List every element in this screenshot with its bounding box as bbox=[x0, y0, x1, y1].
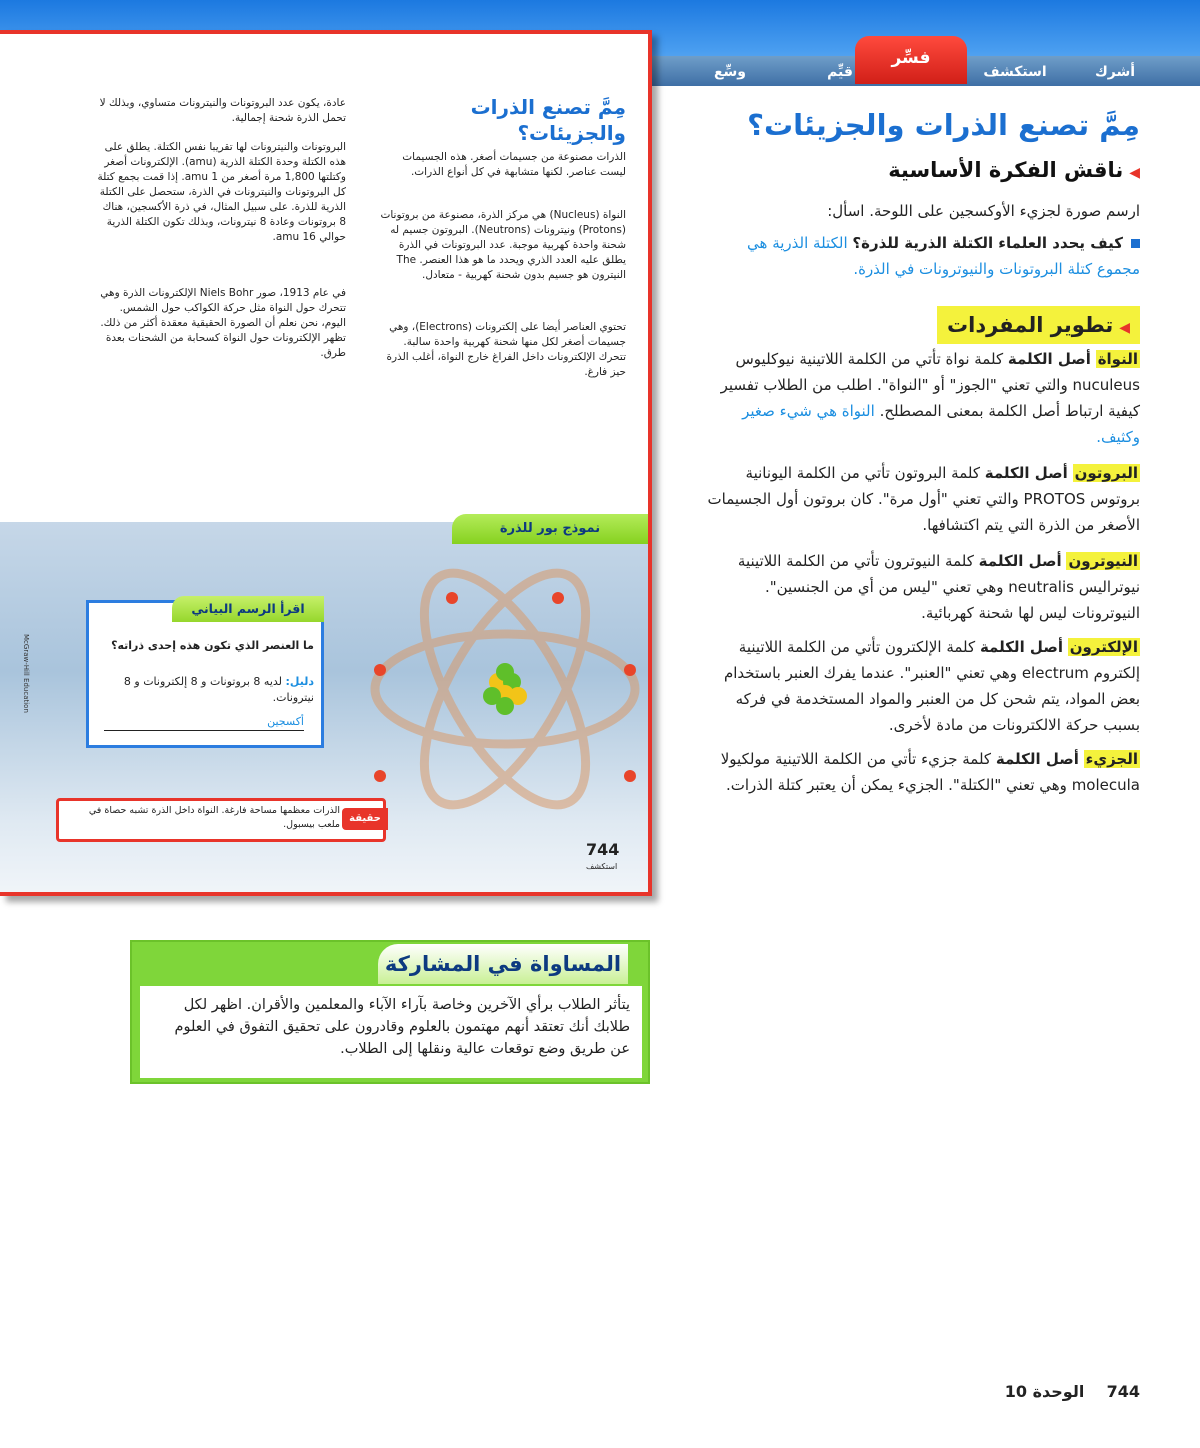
tab-engage[interactable]: أشرك bbox=[1094, 64, 1136, 80]
vocab-heading-text: تطوير المفردات bbox=[947, 313, 1114, 337]
vocab-term: البروتون bbox=[1074, 464, 1138, 482]
thumb-paragraph: البروتونات والنيترونات لها تقريبا نفس الكتلة. يطلق على هذه الكتلة وحدة الكتلة الذرية (amu). الإلكترونات أصغر وكتلتها 1,800 مرة أصغر من 1 amu. إذا قمت بجمع كتلة كل البروتونات والنيترونات في الذرة، ستحصل على الكتلة الذرية للذرة. على سبيل المثال، في ذرة الأكسجين، هناك 8 بروتونات وعادة 8 نيترونات، وبذلك تكون الكتلة الذرية حوالي 16 amu. bbox=[97, 141, 346, 243]
vocab-text: كلمة الإلكترون تأتي من الكلمة اللاتينية إلكتروم electrum وهي تعني "العنبر". عندما يفرك العنبر باستخدام بعض المواد، يتم شحن كل من العنبر والمواد المستخدمة في فركه بسبب حركة الالكترونات من مادة لأخرى. bbox=[723, 638, 1140, 734]
thumb-paragraph: الذرات مصنوعة من جسيمات أصغر. هذه الجسيمات ليست عناصر. لكنها متشابهة في كل أنواع الذرات. bbox=[402, 151, 626, 178]
graph-question: ما العنصر الذي تكون هذه إحدى ذراته؟ bbox=[111, 639, 314, 652]
graph-answer: أكسجين bbox=[104, 714, 304, 731]
thumb-heading: مِمَّ تصنع الذرات والجزيئات؟ bbox=[470, 95, 626, 145]
question-text: كيف يحدد العلماء الكتلة الذرية للذرة؟ bbox=[852, 234, 1123, 252]
main-title: مِمَّ تصنع الذرات والجزيئات؟ bbox=[747, 108, 1140, 142]
fact-tag: حقيقة bbox=[342, 808, 388, 830]
vocab-origin: أصل الكلمة bbox=[995, 750, 1079, 768]
vocab-origin: أصل الكلمة bbox=[1007, 350, 1091, 368]
footer-unit: الوحدة 10 bbox=[1004, 1382, 1085, 1401]
electron bbox=[374, 770, 386, 782]
equity-box bbox=[130, 940, 650, 1084]
graph-hint-label: دليل: bbox=[285, 675, 314, 688]
vocab-term: الإلكترون bbox=[1069, 638, 1138, 656]
footer-page-number: 744 bbox=[1106, 1382, 1140, 1401]
fact-text: الذرات معظمها مساحة فارغة. النواة داخل الذرة تشبه حصاة في ملعب بيسبول. bbox=[88, 805, 340, 830]
vocab-origin: أصل الكلمة bbox=[979, 638, 1063, 656]
vocab-heading bbox=[937, 306, 1140, 344]
vocab-answer: النواة هي شيء صغير وكثيف. bbox=[742, 402, 1140, 446]
tab-extend[interactable]: وسِّع bbox=[713, 64, 747, 80]
electron bbox=[374, 664, 386, 676]
graph-hint-text: لديه 8 بروتونات و 8 إلكترونات و 8 نيترونات. bbox=[123, 675, 314, 704]
vocab-term: النواة bbox=[1097, 350, 1138, 368]
discuss-heading-text: ناقش الفكرة الأساسية bbox=[888, 158, 1124, 182]
equity-text: يتأثر الطلاب برأي الآخرين وخاصة بآراء الآباء والمعلمين والأقران. اظهر لكل طلابك أنك تعتقد أنهم مهتمون بالعلوم وقادرون على تحقيق التفوق في العلوم عن طريق وضع توقعات عالية ونقلها إلى الطلاب. bbox=[140, 986, 642, 1078]
vocab-item-neutron bbox=[700, 548, 1140, 626]
thumb-page-label: استكشف bbox=[586, 862, 618, 871]
bohr-atom-diagram bbox=[360, 554, 650, 834]
read-graph-title: اقرأ الرسم البياني bbox=[172, 596, 324, 622]
vocab-item-electron bbox=[700, 634, 1140, 738]
nucleus bbox=[483, 663, 527, 715]
vocab-text: كلمة نواة تأتي من الكلمة اللاتينية نيوكليوس nuculeus والتي تعني "الجوز" أو "النواة". اطلب من الطلاب تفسير كيفية ارتباط أصل الكلمة بمعنى المصطلح. bbox=[720, 350, 1140, 420]
vocab-text: كلمة جزيء تأتي من الكلمة اللاتينية مولكيولا molecula وهي تعني "الكتلة". الجزيء يمكن أن يعتبر كتلة الذرات. bbox=[720, 750, 1140, 794]
vocab-item-molecule bbox=[700, 746, 1140, 798]
equity-title: المساواة في المشاركة bbox=[378, 944, 628, 984]
triangle-icon: ◀ bbox=[1119, 320, 1130, 336]
question-block bbox=[700, 230, 1140, 282]
page-footer bbox=[1005, 1382, 1140, 1401]
student-page-thumbnail bbox=[0, 30, 652, 896]
bohr-model-label: نموذج بور للذرة bbox=[452, 514, 648, 544]
vocab-term: الجزيء bbox=[1085, 750, 1138, 768]
electron bbox=[446, 592, 458, 604]
discuss-text: ارسم صورة لجزيء الأوكسجين على اللوحة. اسأل: bbox=[827, 202, 1140, 220]
electron bbox=[624, 664, 636, 676]
electron bbox=[624, 770, 636, 782]
vocab-origin: أصل الكلمة bbox=[978, 552, 1062, 570]
bullet-icon bbox=[1131, 239, 1140, 248]
vocab-item-proton bbox=[700, 460, 1140, 538]
triangle-icon: ◀ bbox=[1129, 165, 1140, 181]
vocab-term: النيوترون bbox=[1068, 552, 1138, 570]
graph-hint bbox=[96, 674, 314, 706]
electron bbox=[552, 592, 564, 604]
tab-explain-active[interactable]: فسِّر bbox=[855, 36, 967, 84]
vocab-origin: أصل الكلمة bbox=[984, 464, 1068, 482]
thumb-credit: McGraw-Hill Education bbox=[22, 634, 30, 713]
thumb-paragraph: النواة (Nucleus) هي مركز الذرة، مصنوعة من بروتونات (Protons) ونيترونات (Neutrons). البروتون جسيم له شحنة واحدة كهربية موجبة. عدد البروتونات في الذرة يطلق عليه العدد الذري ويحدد ما هو هذا العنصر. The النيترون هو جسيم بدون شحنة كهربية - متعادل. bbox=[380, 209, 626, 281]
discuss-heading bbox=[888, 158, 1140, 182]
thumb-paragraph: تحتوي العناصر أيضا على إلكترونات (Electrons)، وهي جسيمات أصغر لكل منها شحنة كهربية واحدة سالبة. تتحرك الإلكترونات داخل الفراغ خارج النواة، أغلب الذرة حيز فارغ. bbox=[386, 321, 626, 378]
thumb-paragraph: عادة، يكون عدد البروتونات والنيترونات متساوي، وبذلك لا تحمل الذرة شحنة إجمالية. bbox=[99, 97, 346, 124]
tab-explore[interactable]: استكشف bbox=[983, 64, 1047, 80]
vocab-text: كلمة النيوترون تأتي من الكلمة اللاتينية نيوتراليس neutralis وهي تعني "ليس من أي من الجنسين". النيوترونات ليس لها شحنة كهربائية. bbox=[737, 552, 1140, 622]
vocab-item-nucleus bbox=[700, 346, 1140, 450]
tab-evaluate[interactable]: قيِّم bbox=[827, 64, 853, 80]
vocab-text: كلمة البروتون تأتي من الكلمة اليونانية بروتوس PROTOS والتي تعني "أول مرة". كان بروتون أول الجسيمات الأصغر من الذرة التي يتم اكتشافها. bbox=[707, 464, 1140, 534]
thumb-paragraph: في عام 1913، صور Niels Bohr الإلكترونات الذرة وهي تتحرك حول النواة مثل حركة الكواكب حول الشمس. اليوم، نحن نعلم أن الصورة الحقيقية معقدة أكثر من ذلك. تظهر الإلكترونات حول النواة كسحابة من الشحنات بعدة طرق. bbox=[100, 287, 346, 359]
question-answer: الكتلة الذرية هي مجموع كتلة البروتونات والنيوترونات في الذرة. bbox=[747, 234, 1140, 278]
thumb-page-number: 744 bbox=[586, 840, 620, 859]
